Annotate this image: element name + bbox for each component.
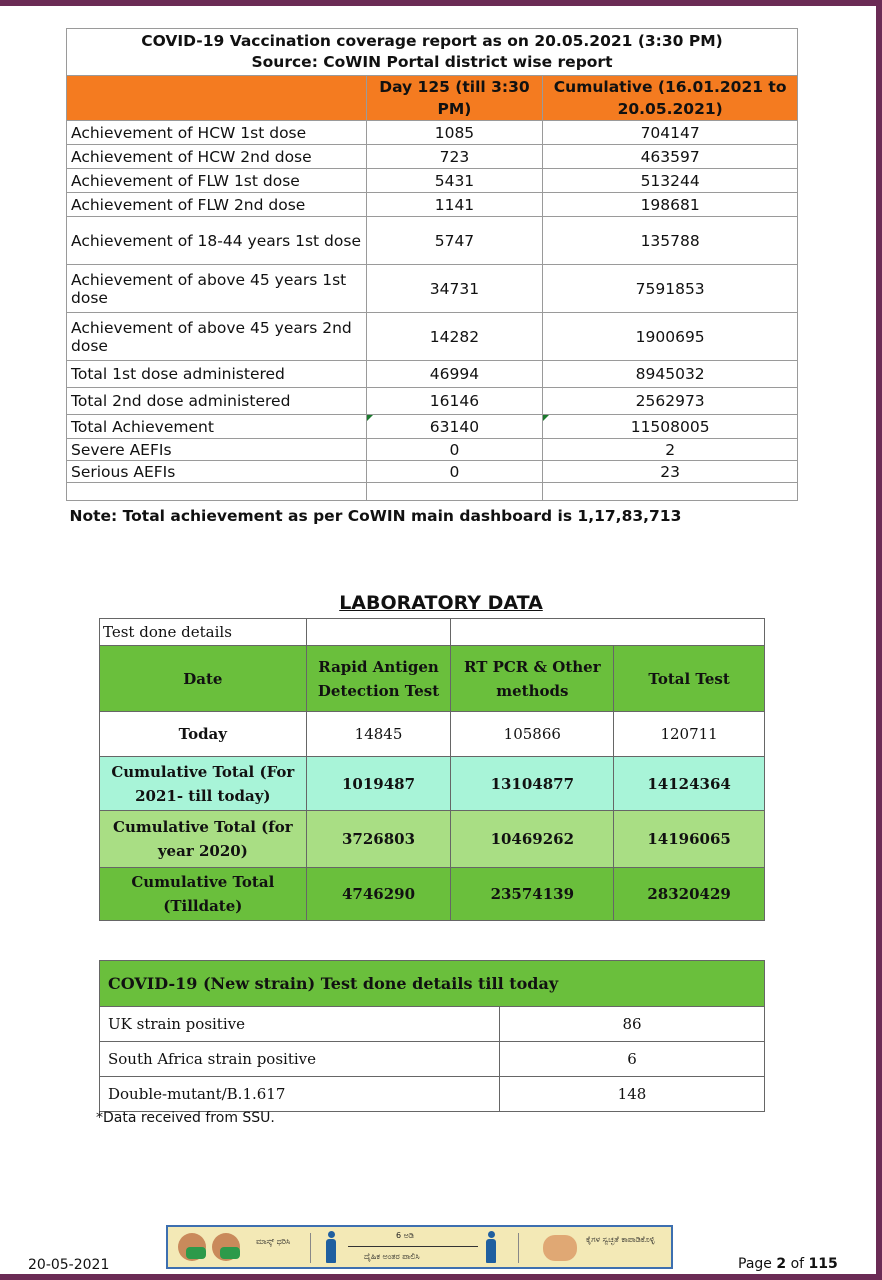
row-cumulative-value: 2 — [543, 439, 798, 461]
row-label: Achievement of FLW 1st dose — [67, 169, 367, 193]
vaccination-title-line1: COVID-19 Vaccination coverage report as on 20.05.2021 (3:30 PM) — [141, 32, 723, 50]
row-cumulative-value: 23 — [543, 461, 798, 483]
row-rapid-value: 14845 — [306, 712, 451, 757]
banner-hygiene-text: ಕೈಗಳ ಸ್ವಚ್ಛತೆ ಕಾಪಾಡಿಕೊಳ್ಳಿ — [586, 1235, 655, 1244]
vaccination-header-row — [67, 76, 798, 121]
row-rtpcr-value: 23574139 — [451, 868, 614, 921]
row-day-value: 0 — [366, 439, 543, 461]
row-label: Cumulative Total (For 2021- till today) — [100, 757, 307, 811]
row-cumulative-value: 704147 — [543, 121, 798, 145]
row-label: Total Achievement — [67, 415, 367, 439]
table-row — [100, 811, 765, 868]
row-label: Cumulative Total (for year 2020) — [100, 811, 307, 868]
table-row — [67, 415, 798, 439]
table-row — [67, 439, 798, 461]
row-day-value: 46994 — [366, 361, 543, 388]
row-cumulative-value: 135788 — [543, 217, 798, 265]
page-frame-top — [0, 0, 882, 6]
strain-value: 148 — [500, 1077, 765, 1112]
row-label: Total 1st dose administered — [67, 361, 367, 388]
row-day-value: 63140 — [366, 415, 543, 439]
strain-label: Double-mutant/B.1.617 — [100, 1077, 500, 1112]
row-rapid-value: 1019487 — [306, 757, 451, 811]
row-cumulative-value: 2562973 — [543, 388, 798, 415]
table-row — [67, 265, 798, 313]
table-row — [67, 169, 798, 193]
blank-cell — [306, 619, 451, 646]
page-current: 2 — [776, 1256, 787, 1272]
row-day-value: 1141 — [366, 193, 543, 217]
table-row-blank — [67, 483, 798, 501]
row-rtpcr-value: 13104877 — [451, 757, 614, 811]
laboratory-subtitle: Test done details — [100, 619, 307, 646]
row-day-value: 14282 — [366, 313, 543, 361]
blank-cell — [451, 619, 765, 646]
banner-distance-caption: ದೈಹಿಕ ಅಂತರ ಪಾಲಿಸಿ — [364, 1252, 420, 1261]
vaccination-table — [66, 28, 798, 531]
banner-distance-text: 6 ಅಡಿ — [396, 1231, 414, 1240]
page-prefix: Page — [738, 1256, 772, 1272]
strain-value: 86 — [500, 1007, 765, 1042]
row-cumulative-value: 513244 — [543, 169, 798, 193]
row-rapid-value: 4746290 — [306, 868, 451, 921]
person-icon — [486, 1231, 496, 1263]
mask-icon — [186, 1247, 206, 1259]
page-of: of — [790, 1256, 805, 1272]
row-cumulative-value: 11508005 — [543, 415, 798, 439]
row-total-value: 14124364 — [614, 757, 765, 811]
vaccination-note-row — [67, 501, 798, 532]
row-day-value: 1085 — [366, 121, 543, 145]
table-row — [67, 217, 798, 265]
safety-banner — [166, 1225, 673, 1269]
row-total-value: 28320429 — [614, 868, 765, 921]
laboratory-title: LABORATORY DATA — [339, 592, 543, 614]
strain-title: COVID-19 (New strain) Test done details till today — [100, 961, 765, 1007]
row-total-value: 14196065 — [614, 811, 765, 868]
table-row — [67, 313, 798, 361]
mask-icon — [220, 1247, 240, 1259]
table-row — [100, 1042, 765, 1077]
table-row — [100, 712, 765, 757]
strain-table — [99, 960, 765, 1112]
page-frame-right — [876, 0, 882, 1280]
row-day-value: 5747 — [366, 217, 543, 265]
row-day-value: 5431 — [366, 169, 543, 193]
table-row — [67, 461, 798, 483]
table-row — [100, 1077, 765, 1112]
laboratory-subtitle-row — [100, 619, 765, 646]
header-date: Date — [100, 646, 307, 712]
row-label: Serious AEFIs — [67, 461, 367, 483]
vaccination-title — [67, 29, 798, 76]
header-rt-pcr: RT PCR & Other methods — [451, 646, 614, 712]
footer-date: 20-05-2021 — [28, 1257, 110, 1273]
row-label: Achievement of HCW 2nd dose — [67, 145, 367, 169]
row-cumulative-value: 1900695 — [543, 313, 798, 361]
page-number — [738, 1256, 838, 1272]
strain-value: 6 — [500, 1042, 765, 1077]
vaccination-note: Note: Total achievement as per CoWIN main dashboard is 1,17,83,713 — [69, 507, 682, 525]
laboratory-table — [99, 618, 765, 921]
table-row — [67, 193, 798, 217]
row-rapid-value: 3726803 — [306, 811, 451, 868]
laboratory-header-row — [100, 646, 765, 712]
strain-header-row — [100, 961, 765, 1007]
blank-cell — [543, 483, 798, 501]
row-label: Achievement of above 45 years 1st dose — [67, 265, 367, 313]
vaccination-header-cumulative: Cumulative (16.01.2021 to 20.05.2021) — [543, 76, 798, 121]
table-row — [67, 145, 798, 169]
table-row — [67, 121, 798, 145]
table-row — [100, 757, 765, 811]
header-total-test: Total Test — [614, 646, 765, 712]
table-row — [67, 361, 798, 388]
strain-label: South Africa strain positive — [100, 1042, 500, 1077]
vaccination-header-blank — [67, 76, 367, 121]
row-cumulative-value: 198681 — [543, 193, 798, 217]
row-label: Total 2nd dose administered — [67, 388, 367, 415]
row-label: Today — [100, 712, 307, 757]
page-frame-bottom — [0, 1274, 882, 1280]
row-total-value: 120711 — [614, 712, 765, 757]
table-row — [100, 868, 765, 921]
row-cumulative-value: 463597 — [543, 145, 798, 169]
row-day-value: 34731 — [366, 265, 543, 313]
person-icon — [326, 1231, 336, 1263]
row-cumulative-value: 8945032 — [543, 361, 798, 388]
blank-cell — [366, 483, 543, 501]
row-label: Achievement of HCW 1st dose — [67, 121, 367, 145]
banner-mask-text: ಮಾಸ್ಕ್ ಧರಿಸಿ — [256, 1237, 291, 1246]
strain-label: UK strain positive — [100, 1007, 500, 1042]
table-row — [67, 388, 798, 415]
distance-arrow-icon — [348, 1246, 478, 1247]
header-rapid-antigen: Rapid Antigen Detection Test — [306, 646, 451, 712]
blank-cell — [67, 483, 367, 501]
vaccination-title-row — [67, 29, 798, 76]
vaccination-header-day: Day 125 (till 3:30 PM) — [366, 76, 543, 121]
row-label: Achievement of 18-44 years 1st dose — [67, 217, 367, 265]
row-day-value: 0 — [366, 461, 543, 483]
hand-wash-icon — [543, 1235, 577, 1261]
row-rtpcr-value: 10469262 — [451, 811, 614, 868]
vaccination-title-line2: Source: CoWIN Portal district wise report — [251, 53, 613, 71]
row-day-value: 723 — [366, 145, 543, 169]
row-day-value: 16146 — [366, 388, 543, 415]
banner-divider — [518, 1233, 519, 1263]
row-rtpcr-value: 105866 — [451, 712, 614, 757]
row-label: Severe AEFIs — [67, 439, 367, 461]
row-cumulative-value: 7591853 — [543, 265, 798, 313]
row-label: Achievement of FLW 2nd dose — [67, 193, 367, 217]
page-total: 115 — [808, 1256, 838, 1272]
strain-footnote: *Data received from SSU. — [96, 1110, 275, 1126]
banner-divider — [310, 1233, 311, 1263]
row-label: Cumulative Total (Tilldate) — [100, 868, 307, 921]
row-label: Achievement of above 45 years 2nd dose — [67, 313, 367, 361]
table-row — [100, 1007, 765, 1042]
